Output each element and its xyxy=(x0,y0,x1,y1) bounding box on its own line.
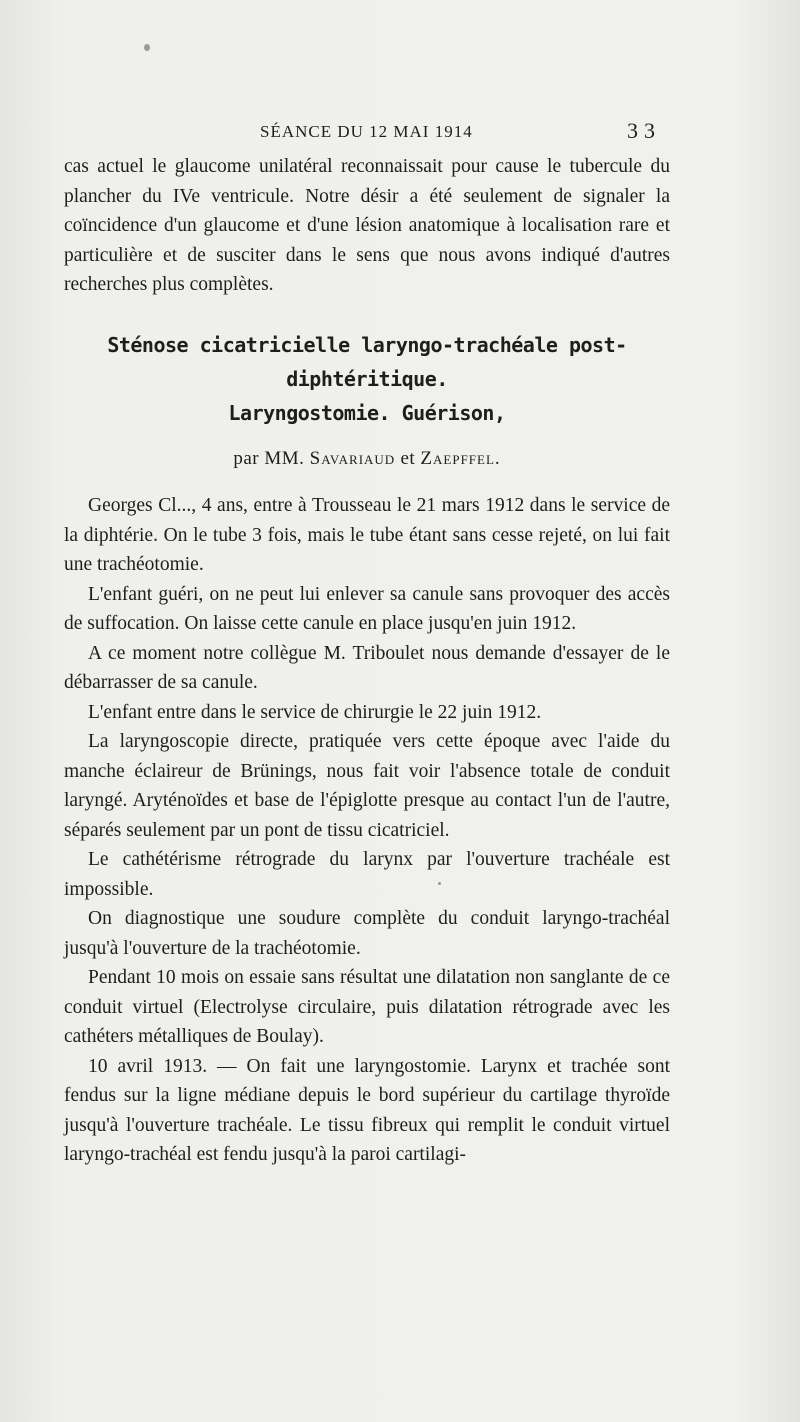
page-header xyxy=(0,118,800,148)
running-head: SÉANCE DU 12 MAI 1914 xyxy=(260,122,473,141)
body-paragraph: A ce moment notre collègue M. Triboulet nous demande d'essayer de le débarrasser de sa canule. xyxy=(64,642,670,693)
body-paragraph: L'enfant guéri, on ne peut lui enlever sa canule sans provoquer des accès de suffocation. On laisse cette canule en place jusqu'en juin 1912. xyxy=(64,583,670,634)
body-paragraph: On diagnostique une soudure complète du conduit laryngo-trachéal jusqu'à l'ouverture de la trachéotomie. xyxy=(64,908,670,959)
page-number: 33 xyxy=(627,118,661,143)
body-paragraph: La laryngoscopie directe, pratiquée vers cette époque avec l'aide du manche éclaireur de Brünings, nous fait voir l'absence totale de conduit laryngé. Aryténoïdes et base de l'épiglotte presque au contact l'un de l'autre, séparés seulement par un pont de tissu cicatriciel. xyxy=(64,731,670,841)
author-name: Savariaud xyxy=(309,447,396,469)
byline-conjunction: et xyxy=(400,447,416,469)
body-paragraph: Pendant 10 mois on essaie sans résultat une dilatation non sanglante de ce conduit virtuel (Electrolyse circulaire, puis dilatation rétrograde avec les cathéters métalliques de Boulay). xyxy=(64,967,670,1047)
article-byline xyxy=(64,444,670,474)
article-subtitle: Laryngostomie. Guérison, xyxy=(228,400,506,425)
scan-speck xyxy=(144,44,150,51)
body-paragraph: Georges Cl..., 4 ans, entre à Trousseau le 21 mars 1912 dans le service de la diphtérie. On le tube 3 fois, mais le tube étant sans cesse rejeté, on lui fait une trachéotomie. xyxy=(64,495,670,575)
author-name: Zaepffel. xyxy=(420,447,501,469)
article-heading xyxy=(64,328,670,474)
body-paragraph: 10 avril 1913. — On fait une laryngostomie. Larynx et trachée sont fendus sur la ligne médiane depuis le bord supérieur du cartilage thyroïde jusqu'à l'ouverture trachéale. Le tissu fibreux qui remplit le conduit virtuel laryngo-trachéal est fendu jusqu'à la paroi cartilagi- xyxy=(64,1055,670,1165)
body-paragraph: Le cathétérisme rétrograde du larynx par l'ouverture trachéale est impossible. xyxy=(64,849,670,900)
continuation-paragraph: cas actuel le glaucome unilatéral reconnaissait pour cause le tubercule du plancher du IVe ventricule. Notre désir a été seulement de signaler la coïncidence d'un glaucome et d'une lésion anatomique à localisation rare et particulière et de susciter dans le sens que nous avons indiqué d'autres recherches plus complètes. xyxy=(64,156,670,295)
page-body xyxy=(64,152,670,1170)
body-paragraph: L'enfant entre dans le service de chirurgie le 22 juin 1912. xyxy=(88,701,542,723)
byline-prefix: par MM. xyxy=(233,447,305,469)
article-title: Sténose cicatricielle laryngo-trachéale post-diphtéritique. xyxy=(107,332,627,391)
